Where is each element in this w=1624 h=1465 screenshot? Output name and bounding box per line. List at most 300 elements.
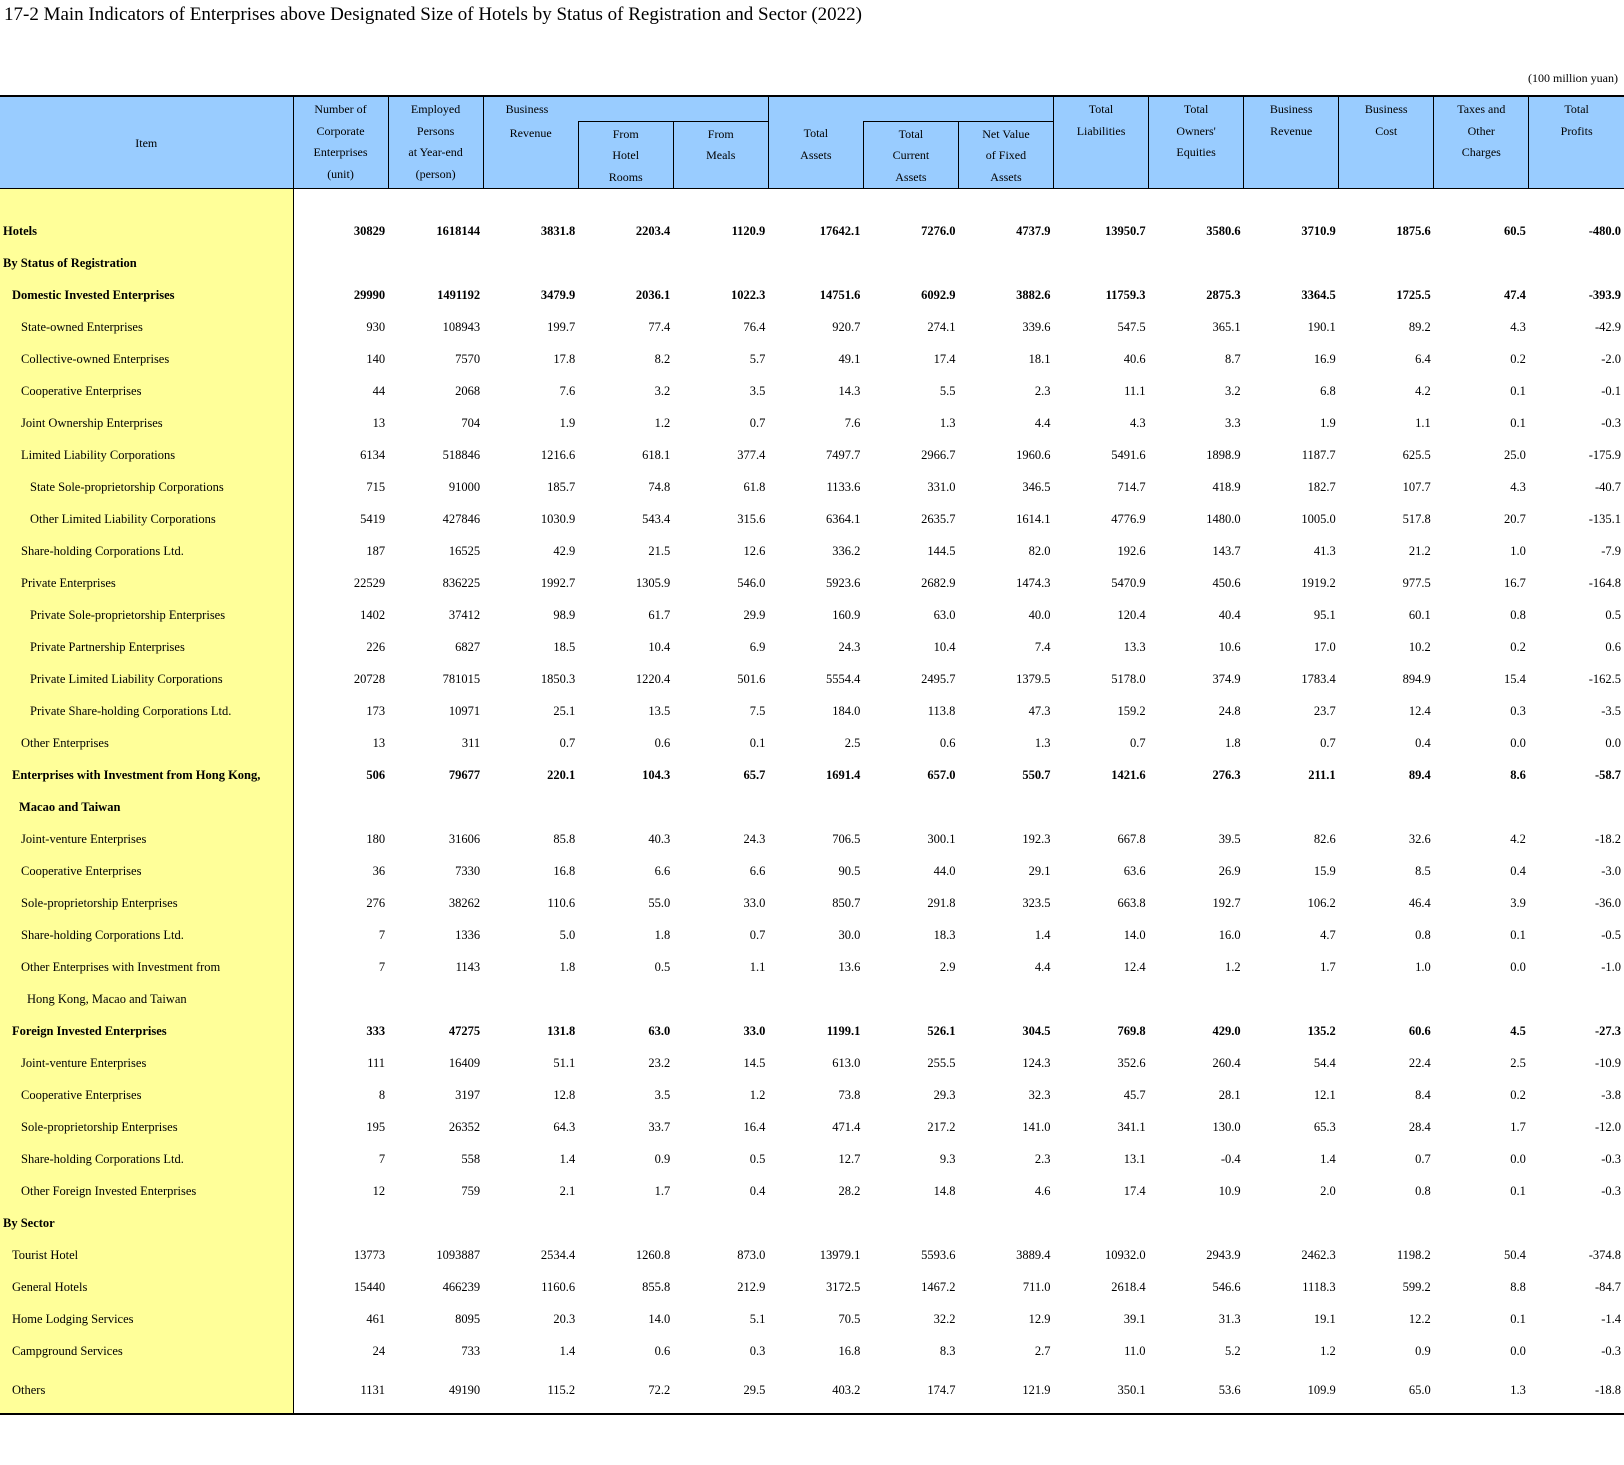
table-cell: 3197 — [455, 1087, 481, 1102]
table-cell: 7.6 — [844, 415, 861, 430]
table-row — [0, 1367, 1624, 1414]
table-cell: 1.3 — [1034, 735, 1051, 750]
table-cell: 22.4 — [1408, 1055, 1431, 1070]
table-cell: 5593.6 — [921, 1247, 956, 1262]
table-cell: 192.3 — [1022, 831, 1051, 846]
table-cell: 14751.6 — [819, 287, 861, 302]
table-row — [0, 535, 1624, 567]
table-cell: 17.4 — [1123, 1183, 1146, 1198]
table-cell: 0.9 — [1415, 1343, 1431, 1358]
table-row — [0, 1143, 1624, 1175]
table-cell: 16525 — [448, 543, 481, 558]
table-body — [0, 189, 1624, 1415]
table-cell: 2.3 — [1034, 383, 1051, 398]
row-label: Sole-proprietorship Enterprises — [0, 887, 293, 919]
table-cell: 418.9 — [1212, 479, 1241, 494]
table-cell: 8.4 — [1415, 1087, 1431, 1102]
table-cell: 4.2 — [1510, 831, 1526, 846]
table-cell: 255.5 — [927, 1055, 956, 1070]
table-cell: 3580.6 — [1206, 223, 1241, 238]
table-cell: 28.4 — [1408, 1119, 1431, 1134]
table-cell: -7.9 — [1601, 543, 1621, 558]
table-cell: 174.7 — [863, 1367, 958, 1414]
table-cell: 3.2 — [1225, 383, 1241, 398]
table-cell: 4.6 — [1034, 1183, 1051, 1198]
table-cell: 13 — [372, 735, 386, 750]
table-cell — [1244, 1207, 1339, 1239]
table-cell: 855.8 — [642, 1279, 671, 1294]
table-cell: 2.7 — [1034, 1343, 1051, 1358]
table-cell: 180 — [366, 831, 386, 846]
table-row — [0, 567, 1624, 599]
table-cell — [673, 1207, 768, 1239]
table-cell: 4.2 — [1415, 383, 1431, 398]
table-cell: 518846 — [442, 447, 481, 462]
table-cell — [1339, 983, 1434, 1015]
table-row — [0, 279, 1624, 311]
table-cell: 450.6 — [1212, 575, 1241, 590]
table-cell: 3.5 — [654, 1087, 671, 1102]
table-cell: 19.1 — [1313, 1311, 1336, 1326]
table-cell: 558 — [461, 1151, 481, 1166]
table-cell: 0.0 — [1510, 1343, 1526, 1358]
table-cell: -0.3 — [1601, 1183, 1621, 1198]
table-cell: 1.2 — [654, 415, 671, 430]
table-cell: 1379.5 — [1016, 671, 1051, 686]
table-cell: 6827 — [455, 639, 481, 654]
table-cell: 1.7 — [1510, 1119, 1526, 1134]
table-cell: 24 — [372, 1343, 386, 1358]
table-cell: 195 — [366, 1119, 386, 1134]
table-cell: 1491192 — [437, 287, 481, 302]
table-cell: 1.0 — [1415, 959, 1431, 974]
table-cell — [388, 1207, 483, 1239]
table-cell: 0.4 — [1510, 863, 1526, 878]
table-cell: 5.5 — [939, 383, 956, 398]
row-label: Tourist Hotel — [0, 1239, 293, 1271]
table-row — [0, 215, 1624, 247]
table-row — [0, 1271, 1624, 1303]
row-label: Share-holding Corporations Ltd. — [0, 1143, 293, 1175]
row-label: State-owned Enterprises — [0, 311, 293, 343]
table-cell: 1.8 — [559, 959, 576, 974]
table-cell: 73.8 — [838, 1087, 861, 1102]
table-cell — [293, 983, 388, 1015]
table-cell: 64.3 — [553, 1119, 576, 1134]
table-cell: 159.2 — [1117, 703, 1146, 718]
table-cell: 1.4 — [559, 1151, 576, 1166]
table-cell: 40.0 — [1028, 607, 1051, 622]
table-cell: 29.9 — [743, 607, 766, 622]
table-cell: 65.3 — [1313, 1119, 1336, 1134]
table-cell: 365.1 — [1212, 319, 1241, 334]
table-cell: 141.0 — [1022, 1119, 1051, 1134]
table-cell — [1434, 247, 1529, 279]
table-cell: 26.9 — [1218, 863, 1241, 878]
table-cell: 977.5 — [1402, 575, 1431, 590]
table-cell: 54.4 — [1313, 1055, 1336, 1070]
table-cell: 6.9 — [749, 639, 766, 654]
table-cell: 192.6 — [1117, 543, 1146, 558]
table-cell — [388, 247, 483, 279]
table-cell — [1244, 791, 1339, 823]
table-cell: 115.2 — [483, 1367, 578, 1414]
table-cell: 850.7 — [832, 895, 861, 910]
table-cell: 65.0 — [1339, 1367, 1434, 1414]
table-cell: 15.4 — [1503, 671, 1526, 686]
table-cell: 6.8 — [1320, 383, 1336, 398]
table-cell — [1244, 983, 1339, 1015]
table-cell: 1160.6 — [541, 1279, 576, 1294]
table-header — [0, 96, 1624, 189]
table-cell: 5.7 — [749, 351, 766, 366]
table-cell — [768, 983, 863, 1015]
table-cell: 1467.2 — [921, 1279, 956, 1294]
table-cell: 20.3 — [553, 1311, 576, 1326]
table-cell: 26352 — [448, 1119, 481, 1134]
table-cell: 547.5 — [1117, 319, 1146, 334]
table-cell: 22529 — [353, 575, 386, 590]
table-cell: 3172.5 — [826, 1279, 861, 1294]
table-row — [0, 1111, 1624, 1143]
table-cell: 5923.6 — [826, 575, 861, 590]
table-cell: 23.7 — [1313, 703, 1336, 718]
table-cell: 1093887 — [436, 1247, 481, 1262]
table-cell: 6.6 — [749, 863, 766, 878]
table-cell: 4.4 — [1034, 415, 1051, 430]
table-cell: 5554.4 — [826, 671, 861, 686]
table-cell: -480.0 — [1588, 223, 1621, 238]
row-label: Home Lodging Services — [0, 1303, 293, 1335]
table-cell: 0.3 — [749, 1343, 766, 1358]
table-cell: 8 — [378, 1087, 386, 1102]
table-cell: 0.2 — [1510, 639, 1526, 654]
table-cell: 1118.3 — [1302, 1279, 1336, 1294]
table-cell: -135.1 — [1588, 511, 1621, 526]
table-row — [0, 247, 1624, 279]
table-cell — [1434, 983, 1529, 1015]
table-row — [0, 599, 1624, 631]
table-row — [0, 407, 1624, 439]
table-cell: 33.0 — [743, 1023, 766, 1038]
table-cell: 36 — [372, 863, 386, 878]
table-cell: 1474.3 — [1016, 575, 1051, 590]
table-cell: 304.5 — [1022, 1023, 1051, 1038]
header-from-hotel-rooms: From Hotel Rooms — [578, 121, 673, 188]
table-cell: 0.2 — [1510, 351, 1526, 366]
table-row — [0, 823, 1624, 855]
table-cell: 16.9 — [1313, 351, 1336, 366]
table-cell: 49190 — [388, 1367, 483, 1414]
table-cell — [958, 983, 1053, 1015]
table-row — [0, 1079, 1624, 1111]
table-cell: 300.1 — [927, 831, 956, 846]
row-label: Collective-owned Enterprises — [0, 343, 293, 375]
table-cell: 3479.9 — [540, 287, 576, 302]
table-cell: 1.4 — [1034, 927, 1051, 942]
table-cell: 7330 — [455, 863, 481, 878]
row-label: Sole-proprietorship Enterprises — [0, 1111, 293, 1143]
table-cell — [578, 247, 673, 279]
table-cell: 311 — [461, 735, 481, 750]
table-cell: 89.4 — [1408, 767, 1431, 782]
table-cell: -1.0 — [1601, 959, 1621, 974]
table-cell: 63.6 — [1123, 863, 1146, 878]
table-cell: 1022.3 — [730, 287, 766, 302]
table-cell: 39.5 — [1218, 831, 1241, 846]
table-cell: 109.9 — [1244, 1367, 1339, 1414]
table-cell: 274.1 — [927, 319, 956, 334]
table-cell: 12.1 — [1313, 1087, 1336, 1102]
table-cell: 1.8 — [1225, 735, 1241, 750]
table-cell: 1.9 — [559, 415, 576, 430]
table-row — [0, 1175, 1624, 1207]
table-cell: 31606 — [448, 831, 481, 846]
table-cell: -175.9 — [1588, 447, 1621, 462]
table-cell: -36.0 — [1594, 895, 1621, 910]
table-cell: 781015 — [442, 671, 481, 686]
table-cell: 1.2 — [1225, 959, 1241, 974]
table-cell: 1875.6 — [1396, 223, 1431, 238]
table-cell: 550.7 — [1022, 767, 1051, 782]
table-cell — [673, 983, 768, 1015]
table-cell: 733 — [461, 1343, 481, 1358]
table-cell: 135.2 — [1307, 1023, 1336, 1038]
table-cell — [768, 247, 863, 279]
table-cell — [673, 791, 768, 823]
table-cell — [1149, 791, 1244, 823]
table-cell: 17642.1 — [819, 223, 861, 238]
table-cell — [1529, 983, 1624, 1015]
table-cell: 2495.7 — [921, 671, 956, 686]
table-cell: 50.4 — [1503, 1247, 1526, 1262]
table-cell: 113.8 — [927, 703, 956, 718]
table-cell: 13 — [372, 415, 386, 430]
table-cell: 53.6 — [1149, 1367, 1244, 1414]
table-cell: -162.5 — [1588, 671, 1621, 686]
table-cell: 333 — [366, 1023, 386, 1038]
table-cell: 543.4 — [642, 511, 671, 526]
table-cell: 0.0 — [1510, 1151, 1526, 1166]
table-cell: 0.0 — [1510, 959, 1526, 974]
table-cell: 0.6 — [1605, 639, 1621, 654]
table-cell: 9.3 — [939, 1151, 956, 1166]
table-row — [0, 759, 1624, 791]
table-cell: 7276.0 — [921, 223, 956, 238]
header-total-profits: Total Profits — [1529, 96, 1624, 188]
table-cell: 44.0 — [933, 863, 956, 878]
table-cell: 187 — [366, 543, 386, 558]
table-cell: 16409 — [448, 1055, 481, 1070]
table-cell: 95.1 — [1313, 607, 1336, 622]
table-cell: 1336 — [455, 927, 481, 942]
row-label: Private Enterprises — [0, 567, 293, 599]
table-cell: 47.4 — [1503, 287, 1526, 302]
table-cell: 2534.4 — [540, 1247, 576, 1262]
table-cell: 32.2 — [933, 1311, 956, 1326]
table-row — [0, 375, 1624, 407]
header-owners-equities: Total Owners' Equities — [1149, 96, 1244, 188]
table-cell: 0.7 — [559, 735, 576, 750]
table-cell: 613.0 — [832, 1055, 861, 1070]
table-cell: 37412 — [448, 607, 481, 622]
table-cell: 836225 — [442, 575, 481, 590]
table-cell — [958, 791, 1053, 823]
table-cell: 0.1 — [1510, 927, 1526, 942]
table-cell: 28.1 — [1218, 1087, 1241, 1102]
table-cell: 131.8 — [547, 1023, 576, 1038]
table-cell: 29.5 — [673, 1367, 768, 1414]
table-cell: 124.3 — [1022, 1055, 1051, 1070]
table-cell: 3831.8 — [540, 223, 576, 238]
table-cell: 1960.6 — [1016, 447, 1051, 462]
table-cell: 14.3 — [838, 383, 861, 398]
row-label: Share-holding Corporations Ltd. — [0, 535, 293, 567]
table-cell: 0.4 — [1415, 735, 1431, 750]
table-cell: 715 — [366, 479, 386, 494]
row-label: Enterprises with Investment from Hong Kong, — [0, 759, 293, 791]
table-cell: 8.3 — [939, 1343, 956, 1358]
table-cell: 4.7 — [1320, 927, 1336, 942]
table-cell: 40.4 — [1218, 607, 1241, 622]
table-cell: 20728 — [353, 671, 386, 686]
table-cell: 1.8 — [654, 927, 671, 942]
table-cell: 14.0 — [1123, 927, 1146, 942]
table-cell: 0.5 — [654, 959, 671, 974]
table-cell: 5.2 — [1225, 1343, 1241, 1358]
table-cell — [1434, 791, 1529, 823]
table-cell: 341.1 — [1117, 1119, 1146, 1134]
table-cell — [388, 791, 483, 823]
table-cell: 5470.9 — [1111, 575, 1146, 590]
table-cell: 6.4 — [1415, 351, 1431, 366]
table-cell: 104.3 — [642, 767, 671, 782]
table-cell: 1.7 — [1320, 959, 1336, 974]
header-net-fixed-assets: Net Value of Fixed Assets — [958, 121, 1053, 188]
table-cell: 7 — [378, 1151, 386, 1166]
table-cell: 21.2 — [1408, 543, 1431, 558]
table-cell: 1691.4 — [826, 767, 861, 782]
table-cell — [388, 983, 483, 1015]
table-cell: 107.7 — [1402, 479, 1431, 494]
table-cell: 12.2 — [1408, 1311, 1431, 1326]
spacer-label — [0, 189, 293, 216]
table-cell: 403.2 — [768, 1367, 863, 1414]
row-label: Joint Ownership Enterprises — [0, 407, 293, 439]
header-business-revenue-group: Business — [483, 96, 768, 121]
row-label: Other Limited Liability Corporations — [0, 503, 293, 535]
table-cell: 98.9 — [553, 607, 576, 622]
table-cell: 315.6 — [737, 511, 766, 526]
table-cell: 894.9 — [1402, 671, 1431, 686]
table-cell: 0.0 — [1605, 735, 1621, 750]
table-cell: 17.4 — [933, 351, 956, 366]
table-cell: 1120.9 — [731, 223, 766, 238]
table-cell: 5.0 — [559, 927, 576, 942]
header-total-liabilities: Total Liabilities — [1054, 96, 1149, 188]
row-label: Campground Services — [0, 1335, 293, 1367]
table-cell: 350.1 — [1054, 1367, 1149, 1414]
table-cell: 24.3 — [743, 831, 766, 846]
table-cell: 16.8 — [553, 863, 576, 878]
table-cell: 2203.4 — [635, 223, 671, 238]
table-cell: 29.1 — [1028, 863, 1051, 878]
table-cell: 3.2 — [654, 383, 671, 398]
table-cell: 0.1 — [749, 735, 766, 750]
table-row — [0, 343, 1624, 375]
table-cell: 3.5 — [749, 383, 766, 398]
table-cell: 15.9 — [1313, 863, 1336, 878]
table-cell: 3882.6 — [1016, 287, 1051, 302]
row-label: Cooperative Enterprises — [0, 855, 293, 887]
table-cell: 4737.9 — [1016, 223, 1051, 238]
table-cell — [1529, 247, 1624, 279]
header-employed-persons: Employed Persons at Year-end (person) — [388, 96, 483, 188]
table-cell: 47275 — [448, 1023, 481, 1038]
table-cell: 2068 — [455, 383, 481, 398]
table-cell: 2875.3 — [1206, 287, 1241, 302]
table-cell — [293, 1207, 388, 1239]
row-label: Private Sole-proprietorship Enterprises — [0, 599, 293, 631]
table-cell: 2635.7 — [921, 511, 956, 526]
table-cell: 33.7 — [648, 1119, 671, 1134]
table-cell: 2943.9 — [1206, 1247, 1241, 1262]
table-cell: 106.2 — [1307, 895, 1336, 910]
table-cell: 60.6 — [1408, 1023, 1431, 1038]
table-cell: 711.0 — [1022, 1279, 1051, 1294]
table-cell: 10.4 — [648, 639, 671, 654]
table-cell: 618.1 — [642, 447, 671, 462]
table-cell — [1244, 247, 1339, 279]
table-cell: 873.0 — [737, 1247, 766, 1262]
table-cell — [1529, 1207, 1624, 1239]
table-cell — [1149, 1207, 1244, 1239]
table-cell: 3889.4 — [1016, 1247, 1051, 1262]
table-cell: 1480.0 — [1206, 511, 1241, 526]
table-cell: 3.3 — [1225, 415, 1241, 430]
table-cell: 39.1 — [1123, 1311, 1146, 1326]
table-cell: 10932.0 — [1104, 1247, 1146, 1262]
table-cell: 173 — [366, 703, 386, 718]
row-label: Share-holding Corporations Ltd. — [0, 919, 293, 951]
table-cell: 7497.7 — [826, 447, 861, 462]
table-cell: 220.1 — [547, 767, 576, 782]
row-label: Domestic Invested Enterprises — [0, 279, 293, 311]
table-cell: 82.6 — [1313, 831, 1336, 846]
table-cell: 331.0 — [927, 479, 956, 494]
table-cell: -18.2 — [1594, 831, 1621, 846]
table-cell: 10.6 — [1218, 639, 1241, 654]
table-cell: 2682.9 — [921, 575, 956, 590]
table-cell: 120.4 — [1117, 607, 1146, 622]
table-cell: 1.0 — [1510, 543, 1526, 558]
table-cell: 2966.7 — [921, 447, 956, 462]
table-cell: 21.5 — [648, 543, 671, 558]
table-cell — [578, 983, 673, 1015]
table-cell: 8.8 — [1510, 1279, 1526, 1294]
table-cell: 0.6 — [939, 735, 956, 750]
table-cell: 30.0 — [838, 927, 861, 942]
table-row — [0, 1303, 1624, 1335]
indicators-table — [0, 95, 1624, 1415]
table-cell: 0.0 — [1510, 735, 1526, 750]
table-cell: 0.7 — [1129, 735, 1146, 750]
table-cell: 1216.6 — [540, 447, 576, 462]
table-cell: 1919.2 — [1301, 575, 1336, 590]
table-cell: 1.1 — [1415, 415, 1431, 430]
table-cell: 0.1 — [1510, 383, 1526, 398]
table-cell: 24.3 — [838, 639, 861, 654]
